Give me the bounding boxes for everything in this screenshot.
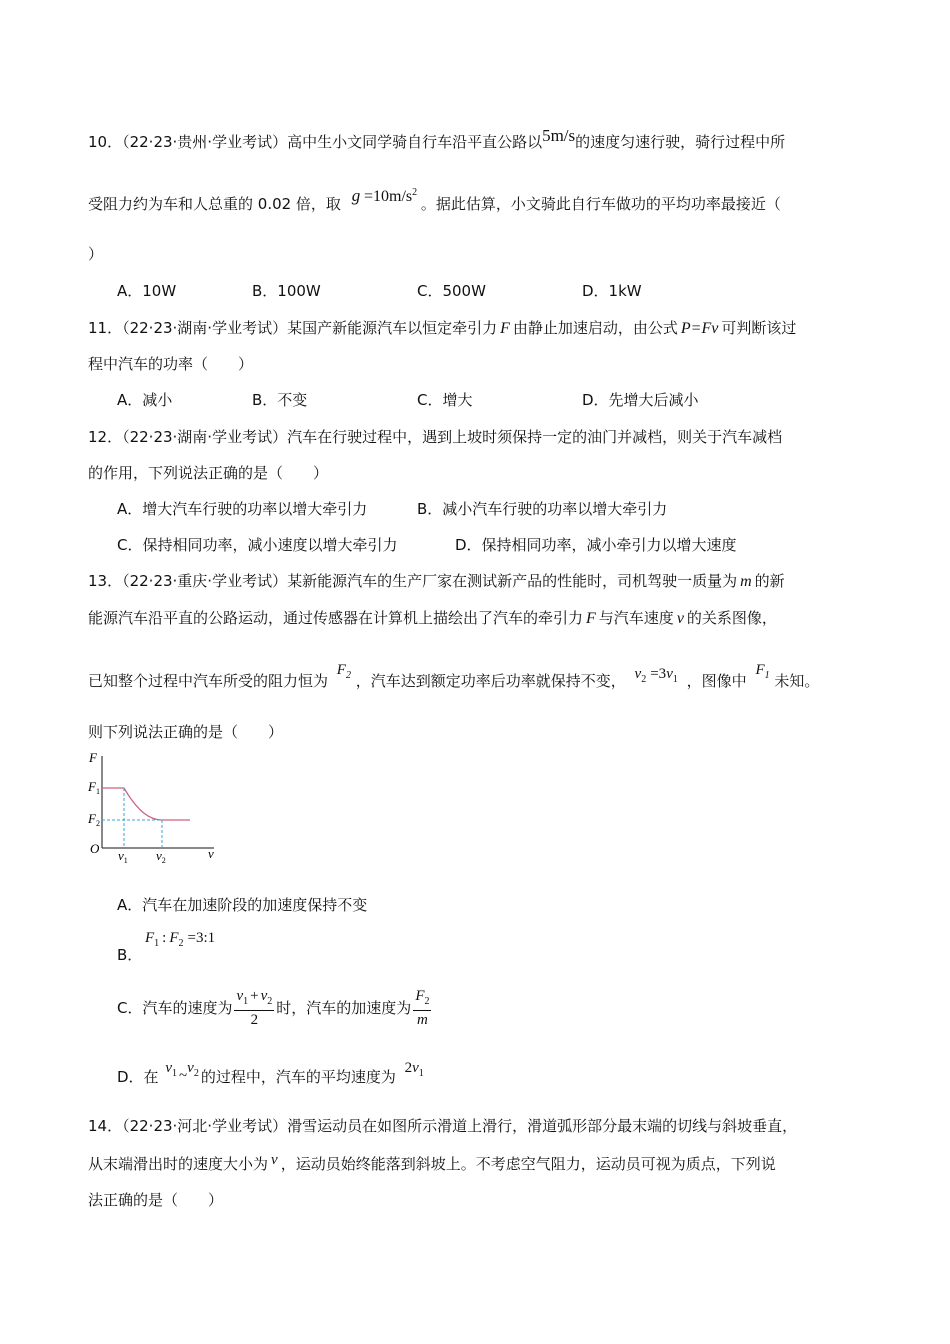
q13-l1-lead: 13．（22·23·重庆·学业考试）某新能源汽车的生产厂家在测试新产品的性能时，司机驾驶一质量为 (88, 572, 738, 590)
q13-l3-tail: 未知。 (774, 672, 820, 690)
label-v1: $v_1$ (118, 848, 128, 865)
q14-v: v (271, 1152, 278, 1168)
q10-speed: 5m/s (542, 126, 576, 145)
q13-line4: 则下列说法正确的是（ ） (88, 723, 284, 741)
q13-l1-tail: 的新 (754, 572, 785, 590)
q13-F2: $F_2$ (336, 662, 351, 681)
q11-lead: 11．（22·23·湖南·学业考试）某国产新能源汽车以恒定牵引力 (88, 319, 498, 337)
q13-l3-mid: ，汽车达到额定功率后功率就保持不变， (355, 672, 626, 690)
q10-lead: 10．（22·23·贵州·学业考试）高中生小文同学骑自行车沿平直公路以 (88, 133, 543, 151)
q10-line3: ） (88, 245, 104, 263)
q13-optD-mid: 的过程中，汽车的平均速度为 (200, 1068, 396, 1086)
q13-optC-frac2: $\frac{F_2}{m}$ (415, 988, 430, 1028)
q13-F: F (586, 610, 596, 627)
q13-m: m (740, 573, 752, 590)
q10-line2-lead: 受阻力约为车和人总重的 0.02 倍，取 (88, 195, 341, 213)
q13-line3 (88, 662, 820, 693)
q13-optD-lead: D．在 (117, 1068, 159, 1086)
q13-optD-tilde: ~ (179, 1068, 188, 1084)
q14-line1: 14．（22·23·河北·学业考试）滑雪运动员在如图所示滑道上滑行，滑道弧形部分最末端的切线与斜坡垂直， (88, 1117, 798, 1135)
q14-line3: 法正确的是（ ） (88, 1191, 224, 1209)
q13-F1: $F_1$ (755, 662, 770, 681)
label-v2: $v_2$ (156, 848, 166, 865)
q12-line2: 的作用，下列说法正确的是（ ） (88, 464, 329, 482)
q10-option-d[interactable]: D．1kW (582, 282, 642, 300)
q13-l2-mid: 与汽车速度 (598, 609, 674, 627)
q11-mid: 由静止加速启动，由公式 (512, 319, 678, 337)
q10-line2-tail: 。据此估算，小文骑此自行车做功的平均功率最接近（ (420, 195, 781, 213)
axis-label-F: F (89, 750, 97, 765)
q12-option-c[interactable]: C．保持相同功率，减小速度以增大牵引力 (117, 536, 398, 554)
axis-label-v: v (208, 846, 214, 861)
q14-l2-lead: 从末端滑出时的速度大小为 (88, 1155, 269, 1173)
q13-v2-eq: $v_2 =3v_1$ (634, 666, 678, 685)
q13-optC-frac1: $\frac{v_1 + v_2}{2}$ (236, 988, 273, 1028)
q11-tail: 可判断该过 (721, 319, 797, 337)
q13-optD-range2: $v_2$ (187, 1060, 199, 1079)
q13-fv-graph (86, 746, 226, 866)
q13-optD-range: $v_1$ (165, 1060, 178, 1079)
q10-tail: 的速度匀速行驶，骑行过程中所 (575, 133, 786, 151)
q13-line2 (88, 607, 777, 628)
q13-optB-label: B． (117, 946, 143, 964)
q14-l2-tail: ，运动员始终能落到斜坡上。不考虑空气阻力，运动员可视为质点，下列说 (280, 1155, 776, 1173)
q10-option-c[interactable]: C．500W (417, 282, 486, 300)
q13-l3-lead: 已知整个过程中汽车所受的阻力恒为 (88, 672, 329, 690)
q13-optC-mid: 时，汽车的加速度为 (276, 999, 412, 1017)
q10-g-value: =10m/s (363, 188, 413, 205)
q11-formula: P=Fv (680, 320, 719, 337)
q10-g-exponent: 2 (412, 187, 418, 198)
label-origin: O (90, 841, 100, 856)
q10-option-b[interactable]: B．100W (252, 282, 321, 300)
q11-option-a[interactable]: A．减小 (117, 391, 173, 409)
q14-line2 (88, 1153, 776, 1174)
q13-l2-lead: 能源汽车沿平直的公路运动，通过传感器在计算机上描绘出了汽车的牵引力 (88, 609, 584, 627)
q11-option-c[interactable]: C．增大 (417, 391, 473, 409)
q11-line1 (88, 317, 796, 338)
q11-line2: 程中汽车的功率（ ） (88, 355, 254, 373)
q13-optB-expr: $F_1$ : $F_2$ =3:1 (145, 930, 216, 949)
q10-g-symbol: g (351, 186, 361, 205)
q13-l3-mid2: ，图像中 (686, 672, 747, 690)
q13-option-c[interactable] (117, 988, 433, 1029)
q12-option-d[interactable]: D．保持相同功率，减小牵引力以增大速度 (455, 536, 737, 554)
force-curve (102, 788, 190, 820)
q13-option-a[interactable]: A．汽车在加速阶段的加速度保持不变 (117, 896, 368, 914)
q12-option-b[interactable]: B．减小汽车行驶的功率以增大牵引力 (417, 500, 668, 518)
label-F2: $F_2$ (88, 811, 100, 828)
q10-option-a[interactable]: A．10W (117, 282, 177, 300)
label-F1: $F_1$ (88, 779, 100, 796)
q11-option-d[interactable]: D．先增大后减小 (582, 391, 699, 409)
q13-v: v (676, 610, 684, 627)
q11-F: F (500, 320, 510, 337)
q11-option-b[interactable]: B．不变 (252, 391, 308, 409)
q12-line1: 12．（22·23·湖南·学业考试）汽车在行驶过程中，遇到上坡时须保持一定的油门并减档，则关于汽车减档 (88, 428, 783, 446)
q10-line1 (88, 126, 786, 152)
q13-line1 (88, 570, 785, 591)
q13-optC-lead: C．汽车的速度为 (117, 999, 233, 1017)
q10-line2 (88, 186, 781, 214)
q12-option-a[interactable]: A．增大汽车行驶的功率以增大牵引力 (117, 500, 368, 518)
q13-optD-value: $2v_1$ (404, 1060, 424, 1079)
q13-l2-tail: 的关系图像， (686, 609, 777, 627)
q13-option-d[interactable] (117, 1060, 424, 1089)
